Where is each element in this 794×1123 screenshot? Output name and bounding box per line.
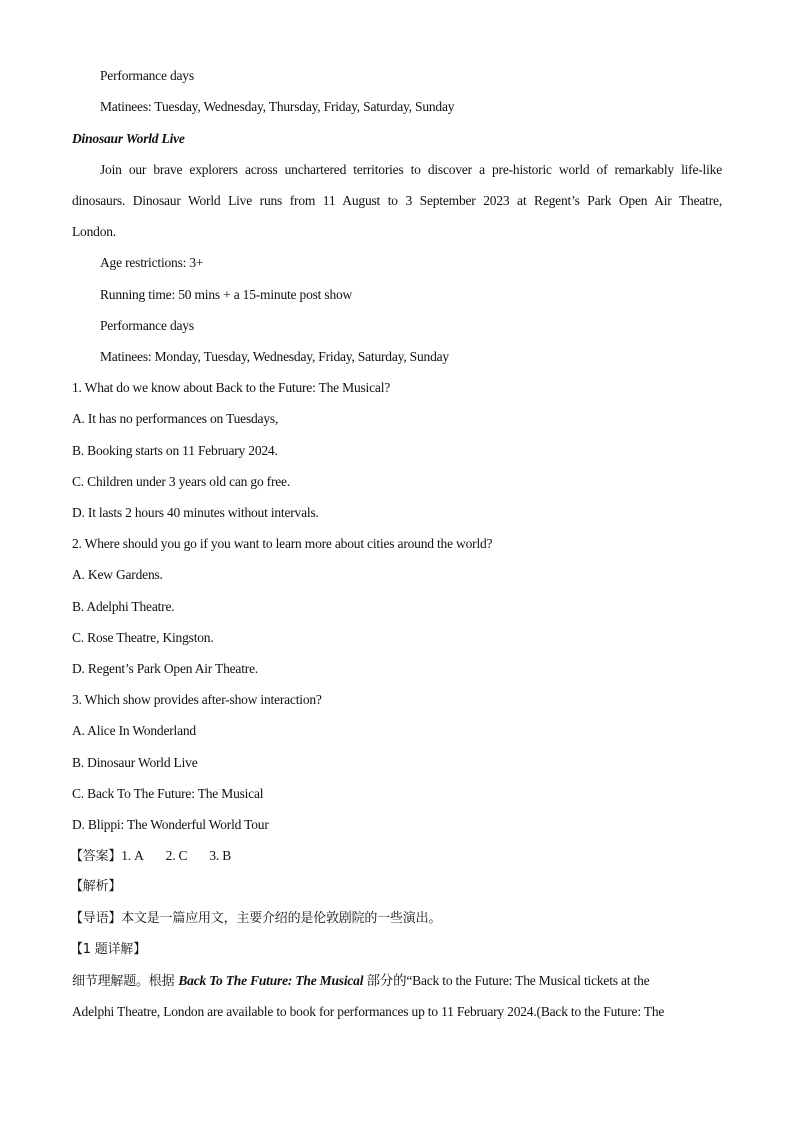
answer-3: 3. B [209, 848, 232, 863]
question-1-stem: 1. What do we know about Back to the Future: The Musical? [72, 380, 391, 395]
question-2-stem: 2. Where should you go if you want to learn more about cities around the world? [72, 536, 493, 551]
question-1-detail-line-2: Adelphi Theatre, London are available to book for performances up to 11 February 2024.(Back to the Future: The [72, 1004, 665, 1019]
question-3-option-d: D. Blippi: The Wonderful World Tour [72, 817, 269, 832]
answer-2: 2. C [165, 848, 188, 863]
question-3-option-a: A. Alice In Wonderland [72, 723, 196, 738]
performance-days-label-2: Performance days [100, 318, 194, 333]
dinosaur-paragraph-line-3: London. [72, 224, 116, 239]
answer-label: 【答案】 [70, 849, 122, 864]
question-1-option-d: D. It lasts 2 hours 40 minutes without intervals. [72, 505, 319, 520]
question-1-option-b: B. Booking starts on 11 February 2024. [72, 443, 278, 458]
question-1-option-a: A. It has no performances on Tuesdays, [72, 411, 279, 426]
matinees-1: Matinees: Tuesday, Wednesday, Thursday, Friday, Saturday, Sunday [100, 99, 455, 114]
question-3-option-b: B. Dinosaur World Live [72, 755, 198, 770]
detail-show-title: Back To The Future: The Musical [178, 973, 364, 988]
question-3-stem: 3. Which show provides after-show interaction? [72, 692, 322, 707]
section-title-dinosaur-world-live: Dinosaur World Live [72, 131, 185, 146]
question-2-option-a: A. Kew Gardens. [72, 567, 163, 582]
question-1-option-c: C. Children under 3 years old can go free. [72, 474, 291, 489]
question-3-option-c: C. Back To The Future: The Musical [72, 786, 264, 801]
answer-1: 1. A [121, 848, 144, 863]
question-2-option-b: B. Adelphi Theatre. [72, 599, 175, 614]
running-time: Running time: 50 mins + a 15-minute post show [100, 287, 353, 302]
detail-prefix: 细节理解题。根据 [72, 974, 179, 989]
analysis-guide: 【导语】本文是一篇应用文，主要介绍的是伦敦剧院的一些演出。 [70, 911, 442, 926]
detail-quote-start: 部分的“Back to the Future: The Musical tickets at the [363, 973, 650, 988]
question-1-detail-line-1 [72, 972, 722, 991]
question-2-option-c: C. Rose Theatre, Kingston. [72, 630, 214, 645]
question-1-detail-label: 【1 题详解】 [70, 942, 147, 957]
age-restrictions: Age restrictions: 3+ [100, 255, 204, 270]
dinosaur-paragraph-line-2: dinosaurs. Dinosaur World Live runs from 11 August to 3 September 2023 at Regent’s Park Open Air Theatre, [72, 193, 722, 208]
question-2-option-d: D. Regent’s Park Open Air Theatre. [72, 661, 259, 676]
dinosaur-paragraph-line-1: Join our brave explorers across unchartered territories to discover a pre-historic world of remarkably life-like [100, 162, 722, 177]
performance-days-label-1: Performance days [100, 68, 194, 83]
answer-line [70, 847, 720, 866]
analysis-label: 【解析】 [70, 879, 122, 894]
matinees-2: Matinees: Monday, Tuesday, Wednesday, Friday, Saturday, Sunday [100, 349, 449, 364]
